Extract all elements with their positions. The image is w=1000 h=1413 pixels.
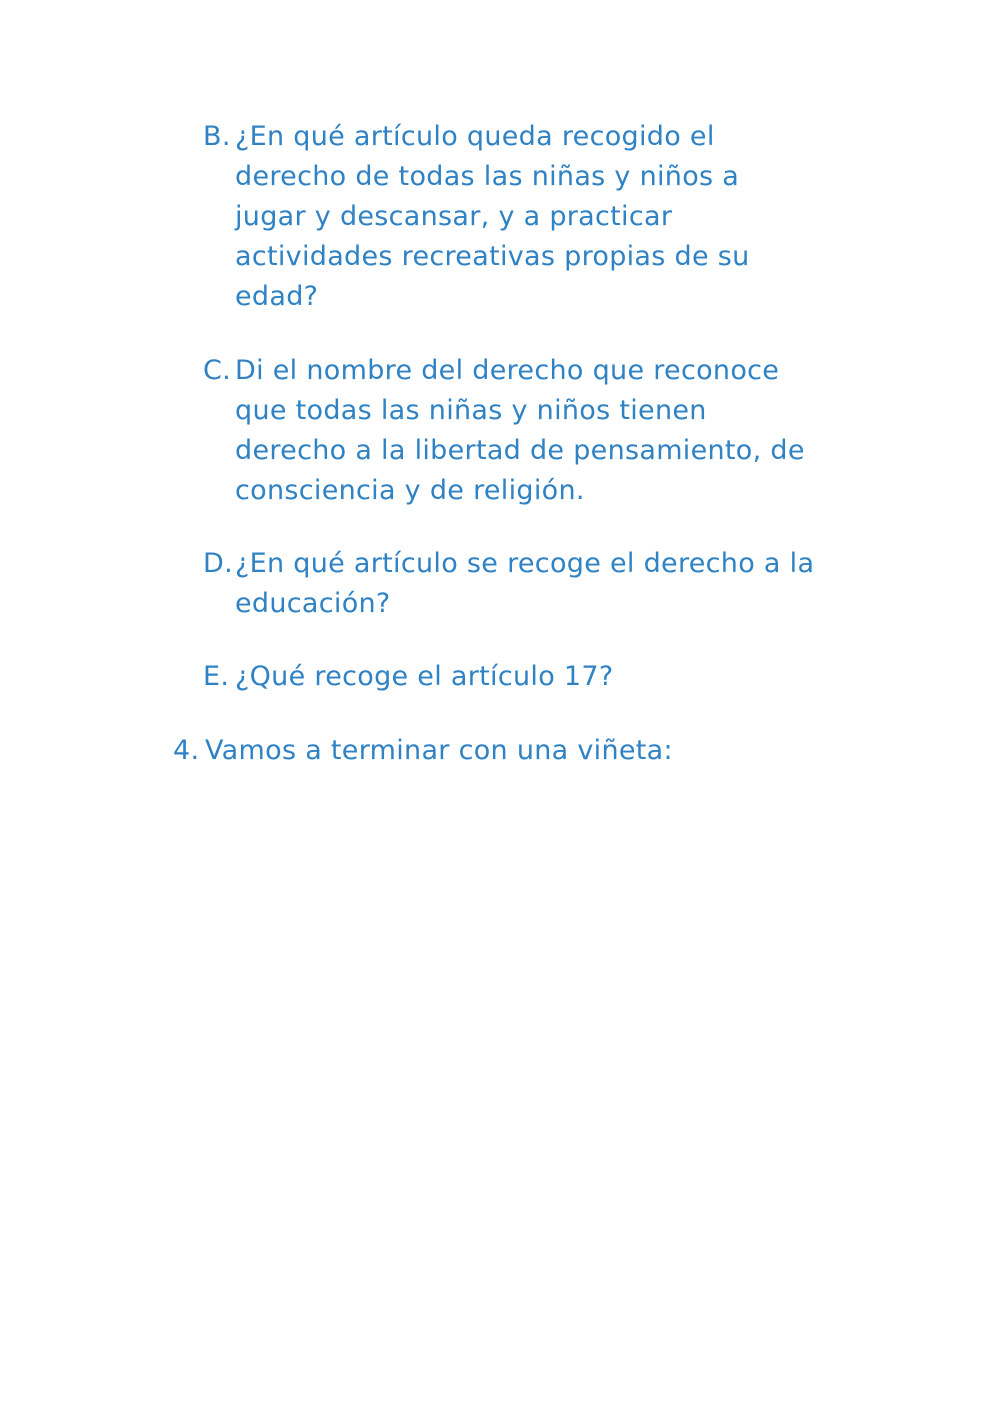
question-e-text xyxy=(203,657,883,697)
question-b-marker: B. xyxy=(203,121,231,152)
item-4-marker: 4. xyxy=(173,735,200,766)
question-d xyxy=(203,544,883,624)
question-b-text xyxy=(203,117,883,317)
question-c-line: derecho a la libertad de pensamiento, de xyxy=(235,435,805,466)
question-b-line: edad? xyxy=(235,281,319,312)
item-4-text xyxy=(173,731,893,771)
question-d-line: ¿En qué artículo se recoge el derecho a la xyxy=(235,548,815,579)
question-e xyxy=(203,657,883,697)
question-b-line: actividades recreativas propias de su xyxy=(235,241,750,272)
question-c xyxy=(203,351,883,511)
question-d-line: educación? xyxy=(235,588,391,619)
item-4-line: Vamos a terminar con una viñeta: xyxy=(205,735,673,766)
question-c-line: Di el nombre del derecho que reconoce xyxy=(235,355,780,386)
question-e-marker: E. xyxy=(203,661,230,692)
question-b-line: derecho de todas las niñas y niños a xyxy=(235,161,740,192)
question-c-line: que todas las niñas y niños tienen xyxy=(235,395,707,426)
question-b-line: jugar y descansar, y a practicar xyxy=(235,201,673,232)
question-b-line: ¿En qué artículo queda recogido el xyxy=(235,121,715,152)
question-c-text xyxy=(203,351,883,511)
question-d-marker: D. xyxy=(203,548,233,579)
question-d-text xyxy=(203,544,883,624)
item-4 xyxy=(173,731,893,771)
question-c-line: consciencia y de religión. xyxy=(235,475,585,506)
question-c-marker: C. xyxy=(203,355,232,386)
question-e-line: ¿Qué recoge el artículo 17? xyxy=(235,661,614,692)
question-b xyxy=(203,117,883,317)
